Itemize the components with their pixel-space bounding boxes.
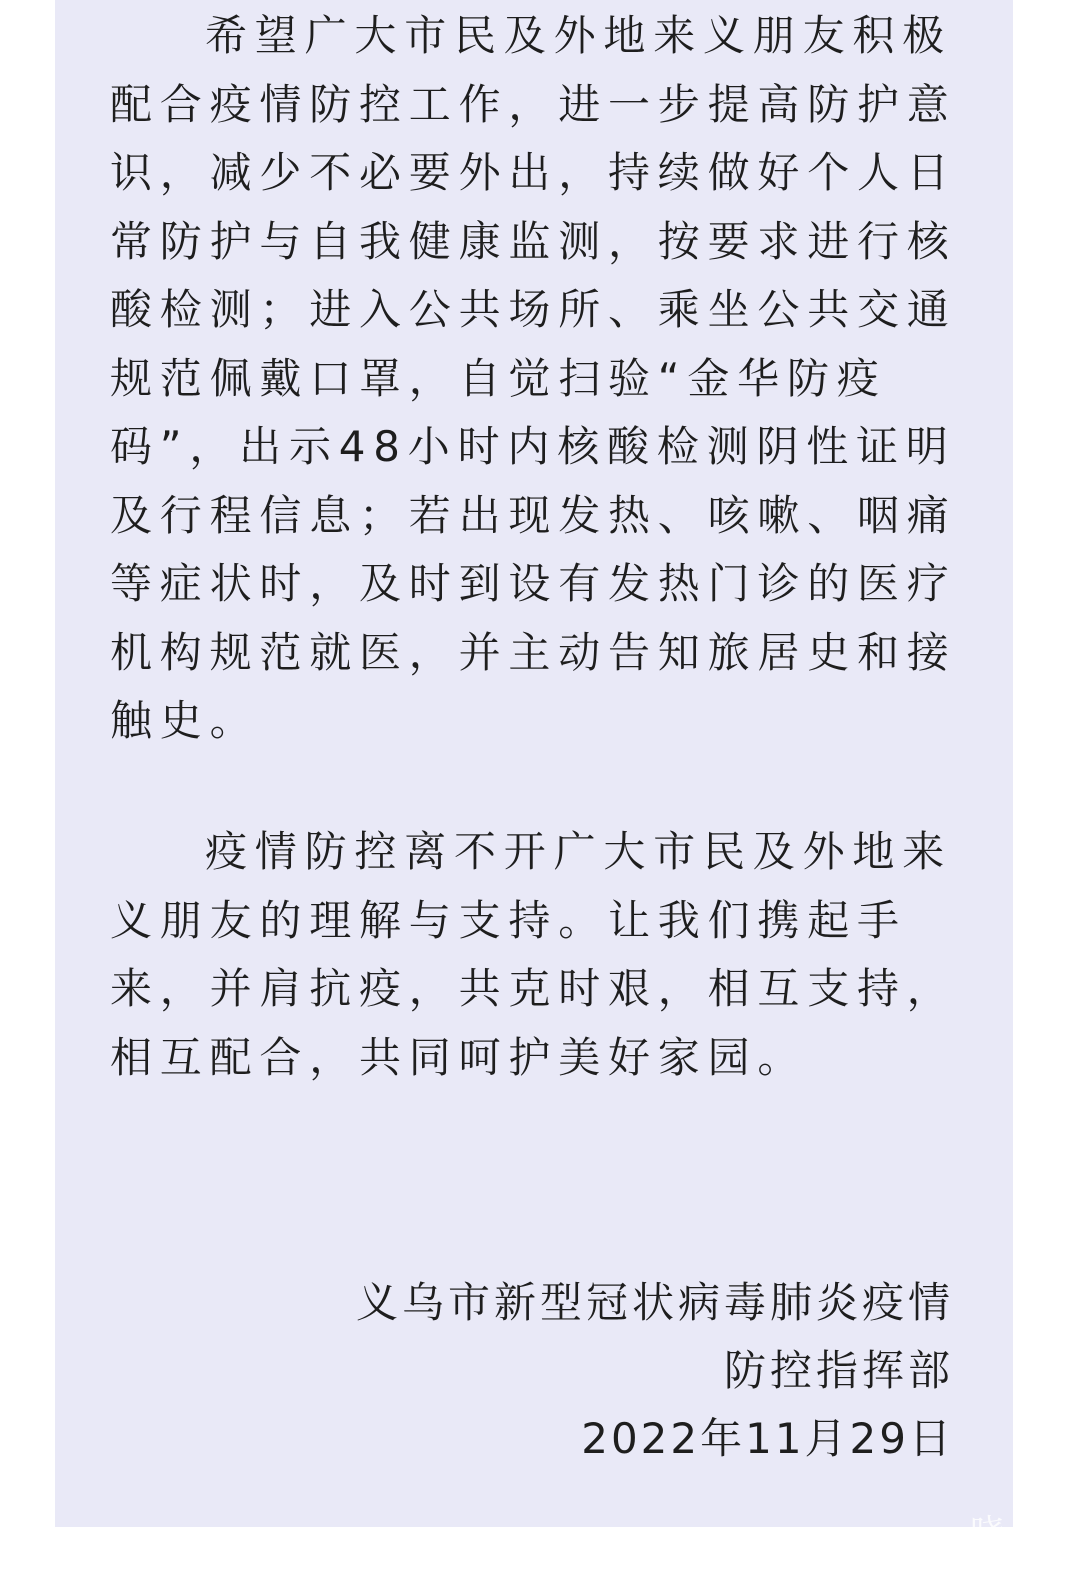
paragraph-line: 相互配合，共同呵护美好家园。 <box>110 1032 808 1082</box>
paragraph-line: 等症状时，及时到设有发热门诊的医疗 <box>110 559 957 608</box>
paragraph-line: 疫情防控离不开广大市民及外地来 <box>205 827 953 876</box>
signature-organization-line-1: 义乌市新型冠状病毒肺炎疫情 <box>355 1278 954 1327</box>
paragraph-line: 来，并肩抗疫，共克时艰，相互支持， <box>110 964 957 1013</box>
paragraph-line: 码”，出示48小时内核酸检测阴性证明 <box>110 422 956 471</box>
paragraph-line: 义朋友的理解与支持。让我们携起手 <box>110 895 907 945</box>
notice-paragraph-1 <box>110 2 955 756</box>
paragraph-line: 机构规范就医，并主动告知旅居史和接 <box>110 627 957 677</box>
signature-organization-line-2: 防控指挥部 <box>723 1346 954 1395</box>
paragraph-line: 常防护与自我健康监测，按要求进行核 <box>110 216 957 266</box>
paragraph-line: 希望广大市民及外地来义朋友积极 <box>205 11 953 60</box>
signature-date: 2022年11月29日 <box>581 1414 954 1463</box>
paragraph-line: 规范佩戴口罩，自觉扫验“金华防疫 <box>110 353 887 403</box>
paragraph-line: 酸检测；进入公共场所、乘坐公共交通 <box>110 285 957 334</box>
watermark: 晓友 <box>970 1513 1058 1553</box>
paragraph-line: 触史。 <box>110 696 260 745</box>
notice-paragraph-2 <box>110 818 955 1092</box>
paragraph-line: 及行程信息；若出现发热、咳嗽、咽痛 <box>110 490 957 540</box>
paragraph-line: 识，减少不必要外出，持续做好个人日 <box>110 148 957 197</box>
paragraph-line: 配合疫情防控工作，进一步提高防护意 <box>110 79 957 129</box>
